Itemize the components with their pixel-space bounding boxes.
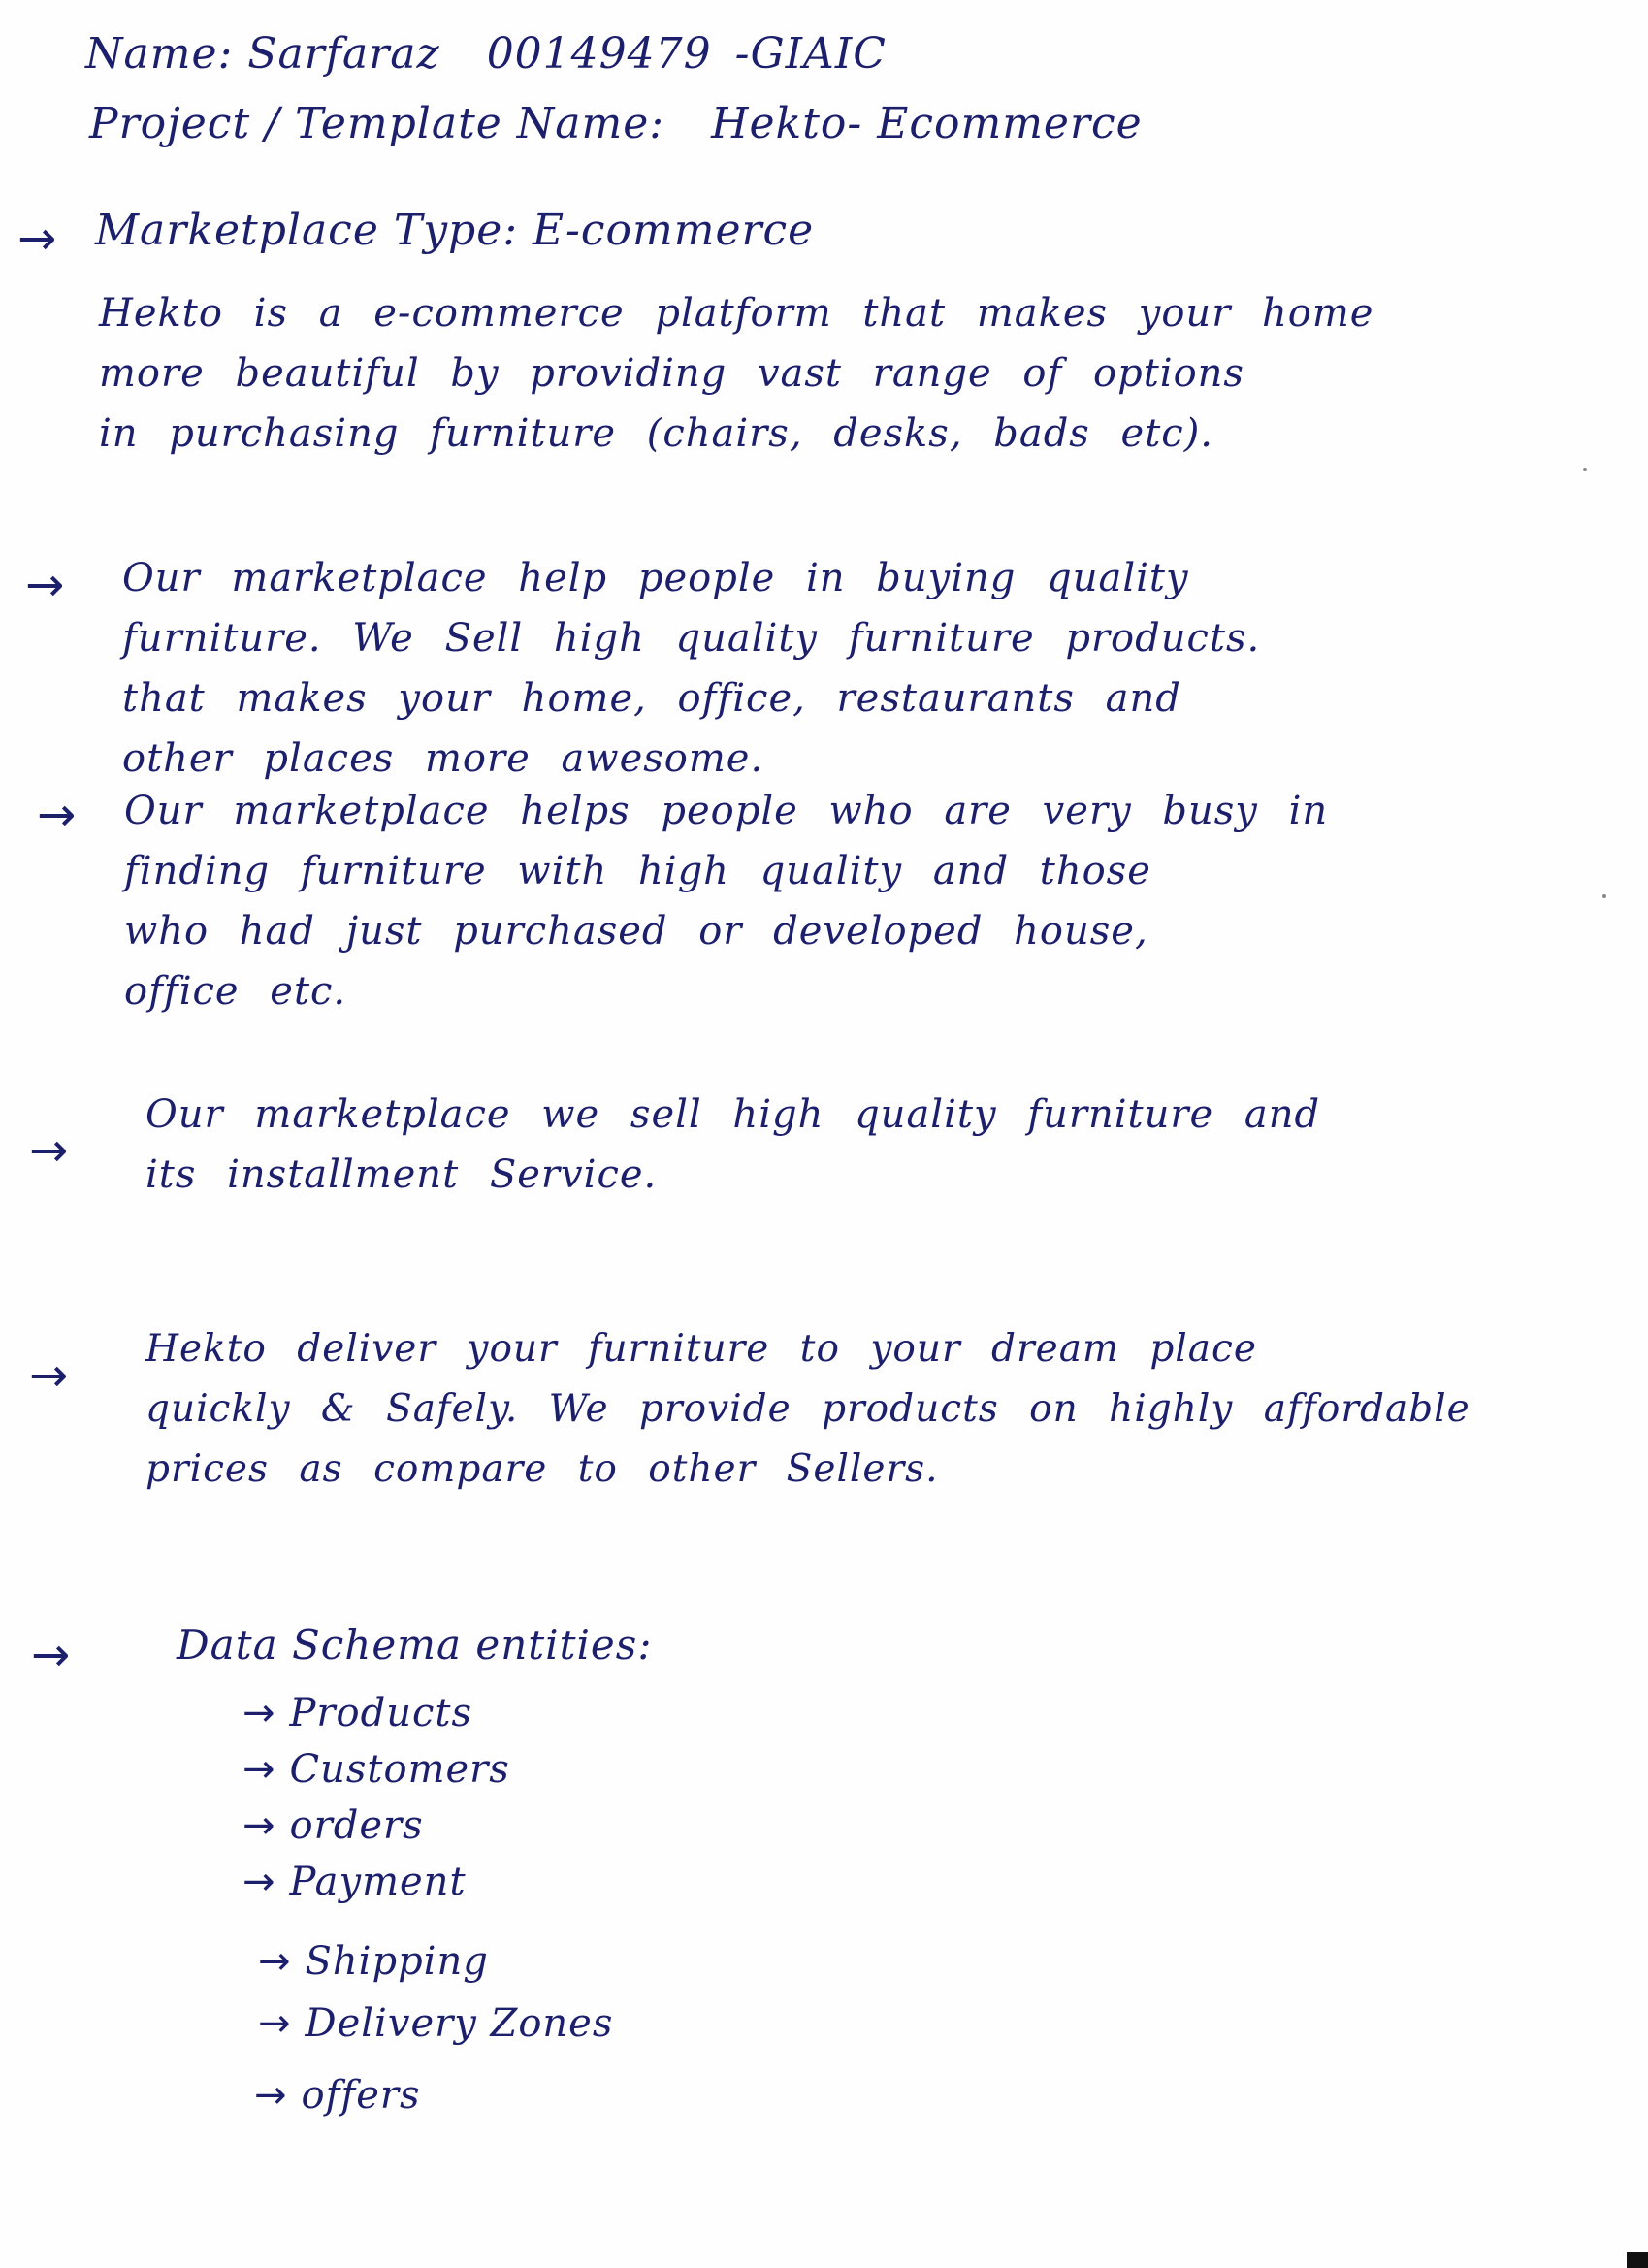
- arrow-icon: →: [37, 788, 77, 842]
- header-project-line: [89, 97, 1143, 151]
- schema-entity-label: Payment: [289, 1860, 467, 1904]
- paragraph-line: Our marketplace we sell high quality furniture and: [145, 1092, 1321, 1137]
- marketplace-type-title: Marketplace Type: E-commerce: [95, 206, 815, 255]
- installment-paragraph: [145, 1085, 1320, 1205]
- paragraph-line: in purchasing furniture (chairs, desks, bads etc).: [99, 411, 1214, 456]
- paragraph-line: Our marketplace help people in buying quality: [122, 556, 1189, 600]
- paragraph-line: Hekto deliver your furniture to your dream place: [145, 1327, 1257, 1371]
- project-name: Hekto- Ecommerce: [711, 99, 1143, 148]
- delivery-paragraph: [145, 1319, 1470, 1500]
- marketplace-description: [99, 283, 1373, 464]
- paragraph-line: more beautiful by providing vast range of options: [99, 351, 1244, 396]
- arrow-icon: →: [258, 1939, 292, 1984]
- scan-speck: [1583, 468, 1587, 471]
- schema-entity-label: Shipping: [305, 1939, 489, 1984]
- name-label: Name: Sarfaraz: [85, 29, 440, 79]
- arrow-icon: →: [242, 1803, 276, 1848]
- schema-entity-item: [258, 1936, 489, 1987]
- arrow-icon: →: [29, 1348, 69, 1403]
- arrow-icon: →: [31, 1628, 71, 1682]
- schema-entity-item: [258, 1998, 613, 2049]
- arrow-icon: →: [258, 2001, 292, 2046]
- paragraph-line: other places more awesome.: [122, 736, 764, 781]
- schema-entity-label: offers: [301, 2073, 421, 2118]
- arrow-icon: →: [242, 1691, 276, 1735]
- project-label: Project / Template Name:: [89, 99, 665, 148]
- arrow-icon: →: [25, 558, 65, 612]
- schema-entity-label: Delivery Zones: [305, 2001, 614, 2046]
- paragraph-line: furniture. We Sell high quality furniture products.: [122, 616, 1261, 661]
- arrow-icon: →: [242, 1747, 276, 1792]
- schema-entity-item: [242, 1688, 472, 1738]
- schema-entity-item: [254, 2070, 421, 2121]
- arrow-icon: →: [254, 2073, 288, 2118]
- paragraph-line: its installment Service.: [145, 1152, 658, 1197]
- paragraph-line: who had just purchased or developed house,: [124, 909, 1148, 954]
- schema-entity-label: Customers: [289, 1747, 510, 1792]
- arrow-icon: →: [29, 1123, 69, 1178]
- paragraph-line: finding furniture with high quality and those: [124, 849, 1151, 893]
- paragraph-line: quickly & Safely. We provide products on highly affordable: [145, 1387, 1470, 1431]
- paragraph-line: that makes your home, office, restaurants and: [122, 676, 1181, 721]
- busy-people-paragraph: [124, 781, 1328, 1021]
- student-id: 00149479: [486, 29, 712, 79]
- schema-entity-item: [242, 1857, 467, 1907]
- schema-entity-label: Products: [289, 1691, 473, 1735]
- help-people-paragraph: [122, 548, 1260, 789]
- schema-entity-item: [242, 1744, 510, 1795]
- paragraph-line: Hekto is a e-commerce platform that makes your home: [99, 291, 1374, 336]
- schema-entity-label: orders: [289, 1803, 424, 1848]
- paragraph-line: office etc.: [124, 969, 347, 1014]
- arrow-icon: →: [17, 211, 57, 266]
- paragraph-line: prices as compare to other Sellers.: [145, 1447, 939, 1491]
- schema-entity-item: [242, 1800, 424, 1851]
- header-name-line: [85, 27, 887, 81]
- scan-speck: [1602, 894, 1606, 898]
- data-schema-title: Data Schema entities:: [177, 1621, 653, 1669]
- paragraph-line: Our marketplace helps people who are very busy in: [124, 789, 1329, 833]
- arrow-icon: →: [242, 1860, 276, 1904]
- institute: -GIAIC: [734, 29, 887, 79]
- scan-edge-mark: [1627, 2252, 1648, 2268]
